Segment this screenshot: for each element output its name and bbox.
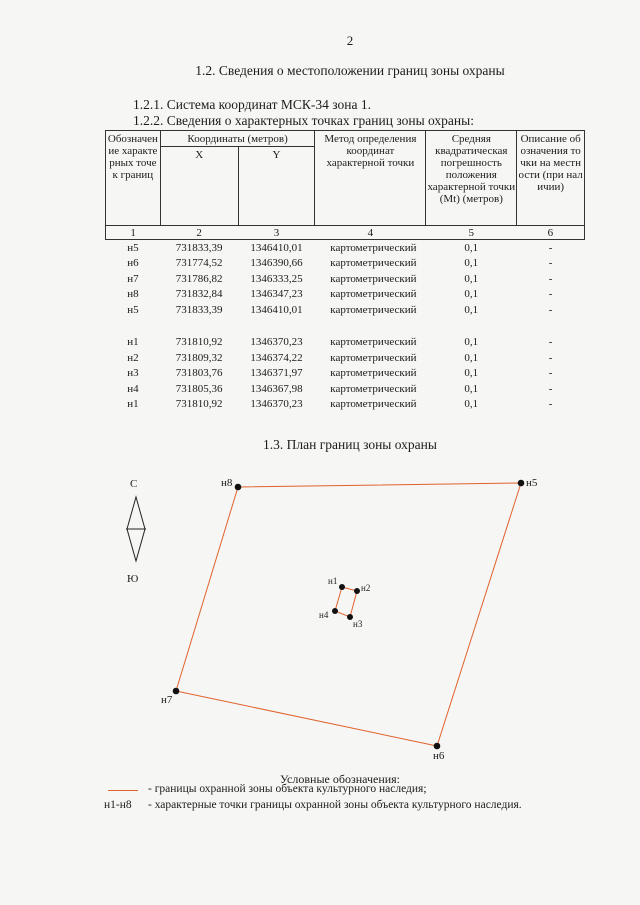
- coordinates-table: [105, 130, 585, 412]
- section-title: 1.2. Сведения о местоположении границ зоны охраны: [195, 63, 505, 78]
- table-row: [106, 240, 585, 256]
- point-n4-label: н4: [319, 610, 329, 620]
- coord-y: 1346410,01: [250, 241, 303, 254]
- error: 0,1: [464, 272, 479, 285]
- coord-y: 1346333,25: [250, 272, 303, 285]
- point-id: н1: [127, 398, 139, 411]
- method: картометрический: [330, 398, 417, 411]
- coord-y: 1346410,01: [250, 303, 303, 316]
- table-row: [106, 397, 585, 413]
- coord-y: 1346347,23: [250, 288, 303, 301]
- error: 0,1: [464, 398, 479, 411]
- point-n3-label: н3: [353, 619, 363, 629]
- method: картометрический: [330, 288, 417, 301]
- header-description: Описание обозначения точки на местности (при наличии): [517, 131, 585, 226]
- coord-y: 1346374,22: [250, 351, 303, 364]
- coord-y: 1346390,66: [250, 257, 303, 270]
- point-id: н2: [127, 351, 139, 364]
- method: картометрический: [330, 367, 417, 380]
- point-n8-marker: [235, 484, 242, 491]
- description: -: [548, 303, 553, 316]
- point-id: н6: [127, 257, 139, 270]
- legend-line-sample: [108, 790, 138, 791]
- point-n1-label: н1: [328, 576, 338, 586]
- error: 0,1: [464, 241, 479, 254]
- table-row: [106, 350, 585, 366]
- table-row: [106, 381, 585, 397]
- coord-y: 1346367,98: [250, 382, 303, 395]
- error: 0,1: [464, 336, 479, 349]
- point-id: н5: [127, 303, 139, 316]
- description: -: [548, 351, 553, 364]
- header-coordinates: Координаты (метров): [160, 131, 315, 147]
- point-id: н4: [127, 382, 139, 395]
- point-n8-label: н8: [221, 477, 233, 489]
- header-method: Метод определения координат характерной точки: [315, 131, 426, 226]
- column-number: 1: [106, 226, 161, 240]
- header-y: Y: [238, 147, 315, 226]
- point-n6-marker: [434, 743, 441, 750]
- description: -: [548, 257, 553, 270]
- point-id: н8: [127, 288, 139, 301]
- error: 0,1: [464, 382, 479, 395]
- south-label: Ю: [127, 573, 139, 585]
- column-number: 2: [160, 226, 238, 240]
- coord-x: 731809,32: [175, 351, 223, 364]
- point-n1-marker: [339, 584, 345, 590]
- point-n7-label: н7: [161, 694, 173, 706]
- point-n7-marker: [173, 688, 180, 695]
- point-id: н7: [127, 272, 139, 285]
- legend-line-text: - границы охранной зоны объекта культурного наследия;: [148, 783, 427, 795]
- method: картометрический: [330, 303, 417, 316]
- plan-title: 1.3. План границ зоны охраны: [263, 437, 437, 452]
- points-table-heading: 1.2.2. Сведения о характерных точках границ зоны охраны:: [133, 113, 474, 128]
- table-row: [106, 256, 585, 272]
- description: -: [548, 382, 553, 395]
- coord-x: 731810,92: [175, 336, 223, 349]
- table-row-spacer: [106, 318, 585, 335]
- legend-points-text: - характерные точки границы охранной зоны объекта культурного наследия.: [148, 799, 522, 811]
- coord-x: 731803,76: [175, 367, 223, 380]
- header-error: Средняя квадратическая погрешность положения характерной точки (Mt) (метров): [426, 131, 517, 226]
- point-n5-label: н5: [526, 477, 538, 489]
- coordinate-system-heading: 1.2.1. Система координат МСК-34 зона 1.: [133, 97, 371, 112]
- point-n4-marker: [332, 608, 338, 614]
- table-row: [106, 335, 585, 351]
- inner-boundary: [335, 587, 357, 617]
- point-id: н5: [127, 241, 139, 254]
- legend-title: Условные обозначения:: [280, 772, 401, 786]
- description: -: [548, 241, 553, 254]
- page-number: 2: [346, 33, 354, 48]
- coord-x: 731832,84: [175, 288, 223, 301]
- description: -: [548, 288, 553, 301]
- method: картометрический: [330, 241, 417, 254]
- table-row: [106, 366, 585, 382]
- method: картометрический: [330, 272, 417, 285]
- coord-x: 731810,92: [175, 398, 223, 411]
- coord-y: 1346370,23: [250, 398, 303, 411]
- point-id: н1: [127, 336, 139, 349]
- description: -: [548, 272, 553, 285]
- point-n2-label: н2: [361, 583, 371, 593]
- point-n6-label: н6: [433, 750, 445, 762]
- coord-x: 731833,39: [175, 303, 223, 316]
- coord-x: 731805,36: [175, 382, 223, 395]
- description: -: [548, 398, 553, 411]
- description: -: [548, 367, 553, 380]
- boundary-plan: [0, 470, 640, 770]
- column-number: 3: [238, 226, 315, 240]
- table-row: [106, 271, 585, 287]
- error: 0,1: [464, 288, 479, 301]
- description: -: [548, 336, 553, 349]
- table-row: [106, 302, 585, 318]
- table-row: [106, 287, 585, 303]
- coord-x: 731774,52: [175, 257, 223, 270]
- method: картометрический: [330, 257, 417, 270]
- north-arrow-icon: [126, 497, 146, 561]
- error: 0,1: [464, 257, 479, 270]
- coord-x: 731786,82: [175, 272, 223, 285]
- north-label: С: [130, 478, 138, 490]
- method: картометрический: [330, 336, 417, 349]
- error: 0,1: [464, 367, 479, 380]
- error: 0,1: [464, 351, 479, 364]
- coord-y: 1346370,23: [250, 336, 303, 349]
- point-id: н3: [127, 367, 139, 380]
- header-point-designation: Обозначение характерных точек границ: [106, 131, 161, 226]
- method: картометрический: [330, 351, 417, 364]
- point-n2-marker: [354, 588, 360, 594]
- column-number: 4: [315, 226, 426, 240]
- column-number: 6: [517, 226, 585, 240]
- header-x: X: [160, 147, 238, 226]
- error: 0,1: [464, 303, 479, 316]
- column-number: 5: [426, 226, 517, 240]
- point-n5-marker: [518, 480, 525, 487]
- method: картометрический: [330, 382, 417, 395]
- legend-points-key: н1-н8: [104, 799, 132, 811]
- coord-y: 1346371,97: [250, 367, 303, 380]
- coord-x: 731833,39: [175, 241, 223, 254]
